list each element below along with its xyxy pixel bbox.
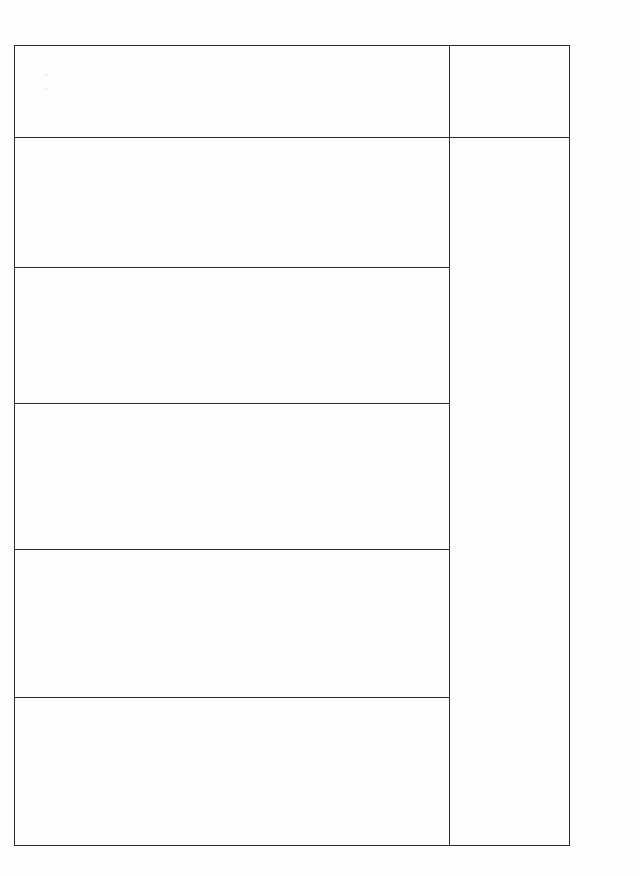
table-row-top xyxy=(450,46,570,846)
activity-column-2 xyxy=(15,268,450,404)
activity-column-4 xyxy=(15,550,450,698)
top-block xyxy=(450,138,570,846)
row-label xyxy=(15,46,450,138)
scan-speck: · xyxy=(45,70,48,80)
activity-column-3 xyxy=(15,404,450,550)
activity-column-1 xyxy=(15,138,450,268)
scan-speck: · xyxy=(45,84,48,94)
empty-cell xyxy=(450,46,570,138)
activity-column-5 xyxy=(15,698,450,846)
schedule-table xyxy=(14,45,570,846)
table-row-preparation xyxy=(15,46,450,846)
